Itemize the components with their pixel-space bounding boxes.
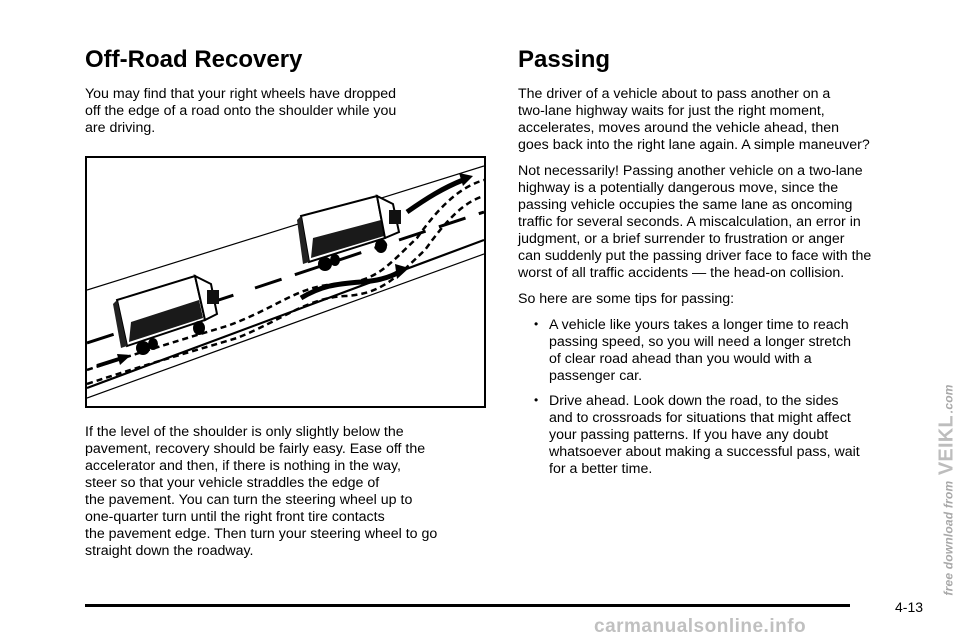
direction-arrow-shaft-3: [407, 180, 463, 212]
footer-rule: [85, 604, 850, 607]
bottom-watermark: carmanualsonline.info: [594, 616, 807, 637]
veikl-logo-icon: VEIKL: [935, 415, 958, 476]
passing-tips-list: [518, 317, 928, 478]
recovery-instructions-paragraph: If the level of the shoulder is only slightly below the pavement, recovery should be fairly easy. Ease off the accelerator and then, if there is nothing in the way, steer so that your vehicle straddles the edge of the pavement. You can turn the steering wheel up to one-quarter turn until the right front tire contacts the pavement edge. Then turn your steering wheel to go straight down the roadway.: [85, 424, 438, 559]
left-column: [85, 44, 490, 569]
truck-rear: [113, 276, 219, 355]
list-item: [518, 393, 928, 478]
tip-text: Drive ahead. Look down the road, to the sides and to crossroads for situations that might affect your passing patterns. If you have any doubt whatsoever about making a successful pass, wait for a better time.: [549, 393, 860, 477]
truck-front: [297, 196, 401, 271]
section-title-off-road-recovery: Off-Road Recovery: [85, 46, 303, 73]
page-number: 4-13: [895, 599, 924, 615]
direction-arrow-shaft-1: [97, 359, 119, 366]
bullet-icon: •: [534, 317, 539, 331]
direction-arrow-head-3: [459, 173, 473, 186]
tip-text: A vehicle like yours takes a longer time to reach passing speed, so you will need a longer stretch of clear road ahead than you would with a passenger car.: [549, 317, 852, 384]
right-column: [518, 44, 928, 486]
road-center-line-3: [399, 212, 484, 240]
intro-paragraph: You may find that your right wheels have dropped off the edge of a road onto the shoulder while you are driving.: [85, 86, 397, 136]
off-road-recovery-illustration: [85, 156, 486, 408]
side-watermark-text: [936, 384, 959, 595]
side-watermark-prefix: free download from: [941, 480, 956, 596]
side-watermark-suffix: .com: [941, 384, 956, 414]
section-title-passing: Passing: [518, 46, 611, 73]
passing-paragraph-2: Not necessarily! Passing another vehicle on a two-lane highway is a potentially dangerous move, since the passing vehicle occupies the same lane as oncoming traffic for several seconds. A miscalculation, an error in judgment, or a brief surrender to frustration or anger can suddenly put the passing driver face to face with the worst of all traffic accidents — the head-on collision.: [518, 163, 872, 281]
passing-paragraph-1: The driver of a vehicle about to pass another on a two-lane highway waits for just the right moment, accelerates, moves around the vehicle ahead, then goes back into the right lane again. A simple maneuver?: [518, 86, 870, 153]
list-item: [518, 317, 928, 385]
passing-paragraph-3: So here are some tips for passing:: [518, 291, 735, 307]
direction-arrow-head-1: [117, 354, 131, 365]
side-watermark: [937, 340, 957, 640]
bullet-icon: •: [534, 393, 539, 407]
illustration-drawing: [87, 158, 484, 406]
